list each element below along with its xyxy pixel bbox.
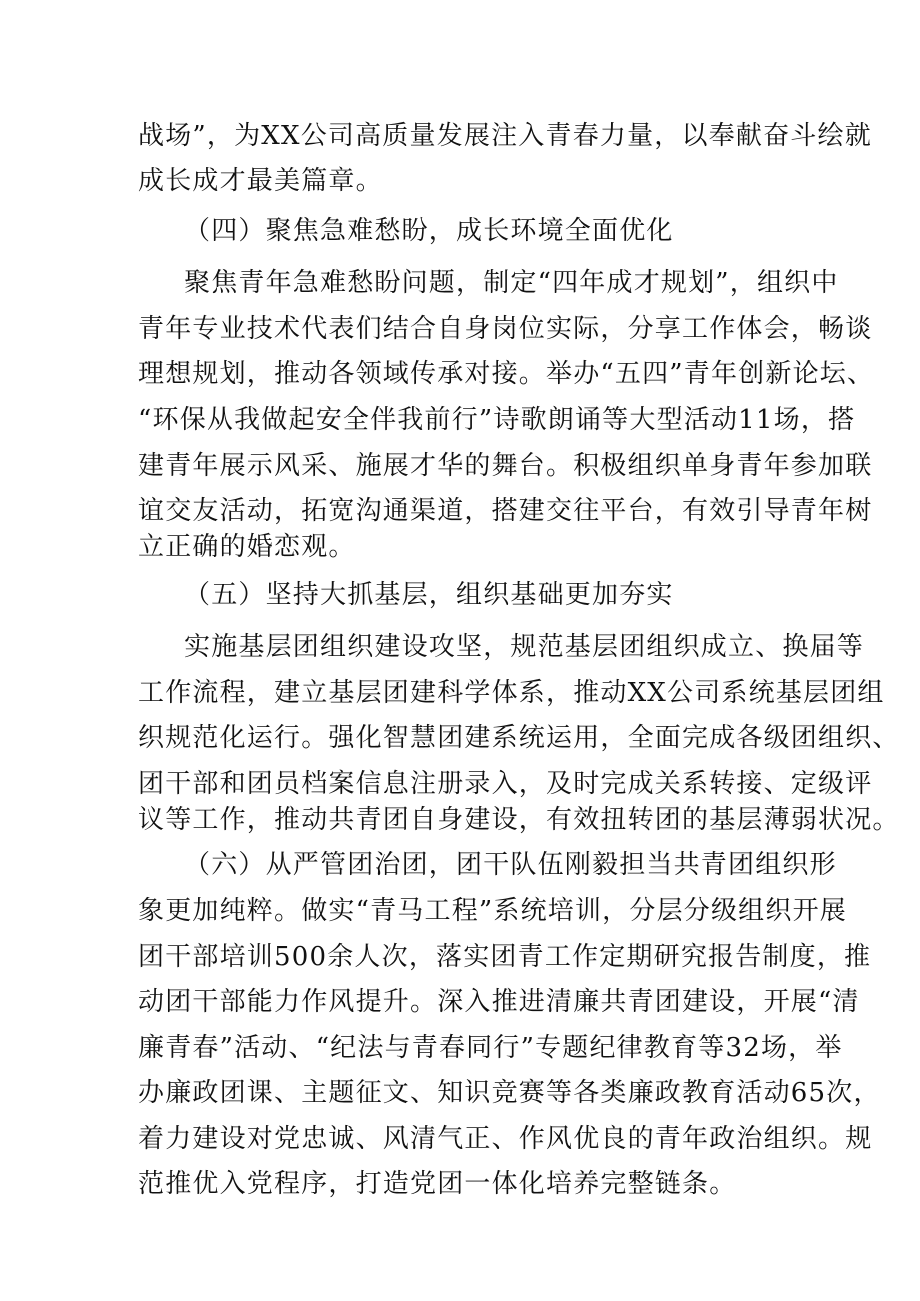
text-line: 青年专业技术代表们结合自身岗位实际，分享工作体会，畅谈	[138, 314, 873, 344]
text-line: 立正确的婚恋观。	[138, 532, 356, 562]
text-line: 建青年展示风采、施展才华的舞台。积极组织单身青年参加联	[138, 451, 873, 481]
text-line: 成长成才最美篇章。	[138, 166, 383, 196]
section-heading-6: （六）从严管团治团，团干队伍刚毅担当共青团组织形	[184, 850, 837, 880]
text-line: 廉青春”活动、“纪法与青春同行”专题纪律教育等32场，举	[138, 1033, 843, 1063]
section-heading-4: （四）聚焦急难愁盼，成长环境全面优化	[184, 216, 674, 246]
text-line: 办廉政团课、主题征文、知识竞赛等各类廉政教育活动65次，	[138, 1078, 881, 1108]
text-line: 动团干部能力作风提升。深入推进清廉共青团建设，开展“清	[138, 987, 860, 1017]
text-line: 织规范化运行。强化智慧团建系统运用，全面完成各级团组织、	[138, 723, 900, 753]
text-line: 聚焦青年急难愁盼问题，制定“四年成才规划”，组织中	[184, 268, 839, 298]
text-line: “环保从我做起安全伴我前行”诗歌朗诵等大型活动11场，搭	[138, 405, 856, 435]
section-heading-5: （五）坚持大抓基层，组织基础更加夯实	[184, 580, 674, 610]
text-line: 实施基层团组织建设攻坚，规范基层团组织成立、换届等	[184, 632, 865, 662]
text-line: 象更加纯粹。做实“青马工程”系统培训，分层分级组织开展	[138, 896, 847, 926]
text-line: 议等工作，推动共青团自身建设，有效扭转团的基层薄弱状况。	[138, 805, 900, 835]
text-line: 着力建设对党忠诚、风清气正、作风优良的青年政治组织。规	[138, 1124, 873, 1154]
text-line: 范推优入党程序，打造党团一体化培养完整链条。	[138, 1169, 737, 1199]
text-line: 团干部培训500余人次，落实团青工作定期研究报告制度，推	[138, 942, 872, 972]
text-line: 理想规划，推动各领域传承对接。举办“五四”青年创新论坛、	[138, 359, 875, 389]
text-line: 工作流程，建立基层团建科学体系，推动XX公司系统基层团组	[138, 678, 885, 708]
text-line: 战场”，为XX公司高质量发展注入青春力量，以奉献奋斗绘就	[138, 121, 872, 151]
text-line: 团干部和团员档案信息注册录入，及时完成关系转接、定级评	[138, 769, 873, 799]
text-line: 谊交友活动，拓宽沟通渠道，搭建交往平台，有效引导青年树	[138, 496, 873, 526]
